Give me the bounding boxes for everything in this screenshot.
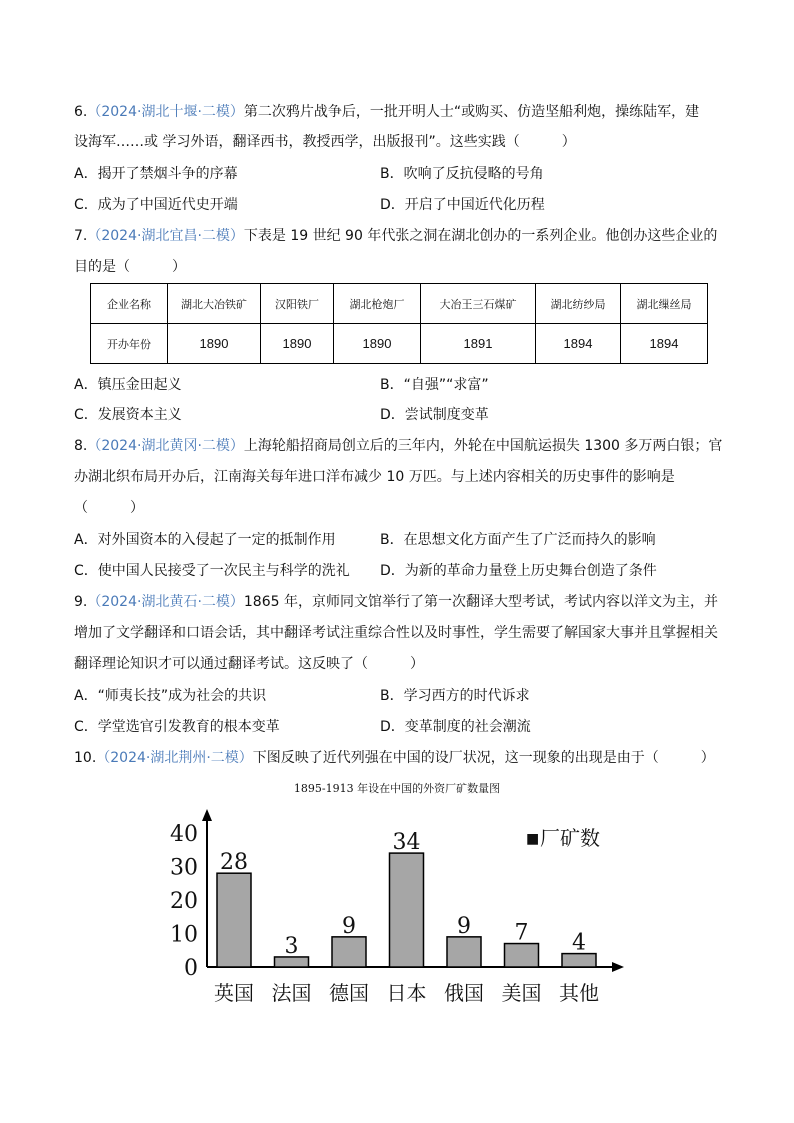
q8-line-2: 办湖北织布局开办后，江南海关每年进口洋布减少 10 万匹。与上述内容相关的历史事件的影响是 <box>74 469 675 485</box>
q7-number: 7. <box>74 228 88 244</box>
q6-option-a[interactable]: A．揭开了禁烟斗争的序幕 <box>74 166 238 182</box>
table-cell-company: 湖北枪炮厂 <box>334 284 421 324</box>
bar <box>447 937 481 967</box>
y-tick-label: 0 <box>184 956 198 981</box>
table-header-label: 企业名称 <box>91 284 168 324</box>
table-cell-year: 1890 <box>334 324 421 364</box>
table-row <box>91 284 708 324</box>
data-label: 4 <box>572 930 586 956</box>
q6-text-1: 第二次鸦片战争后，一批开明人士“或购买、仿造坚船利炮，操练陆军，建 <box>243 104 700 120</box>
q9-line-3: 翻译理论知识才可以通过翻译考试。这反映了（ ） <box>74 656 424 672</box>
x-tick-label: 英国 <box>214 981 254 1005</box>
y-axis-arrow <box>202 809 212 821</box>
y-tick-label: 20 <box>170 889 198 914</box>
data-label: 34 <box>392 830 421 856</box>
table-cell-company: 湖北大冶铁矿 <box>168 284 261 324</box>
q7-option-a[interactable]: A．镇压金田起义 <box>74 377 182 393</box>
x-tick-label: 法国 <box>271 981 312 1005</box>
data-label: 9 <box>457 913 471 939</box>
y-tick-label: 40 <box>170 822 198 847</box>
table-cell-year: 1894 <box>621 324 708 364</box>
chart-layer <box>170 809 624 1005</box>
q10-number: 10. <box>74 750 97 766</box>
q7-line-1 <box>74 226 717 246</box>
q8-line-1 <box>74 436 722 456</box>
table-cell-company: 汉阳铁厂 <box>261 284 334 324</box>
table-cell-year: 1891 <box>421 324 536 364</box>
q7-line-2: 目的是（ ） <box>74 259 186 275</box>
y-tick-label: 10 <box>170 922 198 948</box>
table-cell-company: 湖北纺纱局 <box>536 284 621 324</box>
q9-line-2: 增加了文学翻译和口语会话，其中翻译考试注重综合性以及时事性，学生需要了解国家大事并且掌握相关 <box>74 625 718 641</box>
x-tick-label: 德国 <box>329 981 369 1005</box>
data-label: 7 <box>514 920 529 946</box>
q8-option-d[interactable]: D．为新的革命力量登上历史舞台创造了条件 <box>380 563 657 579</box>
x-tick-label: 其他 <box>559 981 599 1005</box>
data-label: 3 <box>284 933 299 959</box>
q9-line-1 <box>74 592 718 612</box>
q6-line-1 <box>74 102 699 122</box>
q7-source: （2024·湖北宜昌·二模） <box>87 228 244 244</box>
bar <box>562 954 596 967</box>
data-label: 9 <box>342 913 356 939</box>
q6-line-2: 设海军……或 学习外语，翻译西书，教授西学，出版报刊”。这些实践（ ） <box>74 134 576 150</box>
q10-line-1 <box>74 748 715 768</box>
x-axis-arrow <box>612 962 624 972</box>
data-label: 28 <box>220 850 248 876</box>
table-cell-year: 1890 <box>168 324 261 364</box>
q9-option-a[interactable]: A．“师夷长技”成为社会的共识 <box>74 688 267 704</box>
x-tick-label: 日本 <box>386 981 427 1005</box>
q7-option-c[interactable]: C．发展资本主义 <box>74 407 182 423</box>
q9-text-1: 1865 年，京师同文馆举行了第一次翻译大型考试，考试内容以洋文为主，并 <box>243 594 718 610</box>
chart-title: 1895-1913 年设在中国的外资厂矿数量图 <box>293 782 501 795</box>
q7-option-b[interactable]: B．“自强”“求富” <box>380 377 489 393</box>
q9-option-d[interactable]: D．变革制度的社会潮流 <box>380 719 531 735</box>
bar <box>505 944 539 967</box>
table-cell-year: 1894 <box>536 324 621 364</box>
q8-text-1: 上海轮船招商局创立后的三年内，外轮在中国航运损失 1300 多万两白银；官 <box>243 438 723 454</box>
q6-source: （2024·湖北十堰·二模） <box>87 104 244 120</box>
q6-number: 6. <box>74 104 88 120</box>
q8-source: （2024·湖北黄冈·二模） <box>87 438 244 454</box>
q6-option-d[interactable]: D．开启了中国近代化历程 <box>380 197 545 213</box>
bar-chart <box>160 805 640 1015</box>
q9-option-b[interactable]: B．学习西方的时代诉求 <box>380 688 530 704</box>
q6-option-c[interactable]: C．成为了中国近代史开端 <box>74 197 238 213</box>
table-year-label: 开办年份 <box>91 324 168 364</box>
enterprise-table <box>90 283 708 364</box>
table-row <box>91 324 708 364</box>
bar <box>217 873 251 967</box>
x-tick-label: 美国 <box>501 981 542 1005</box>
q8-number: 8. <box>74 438 88 454</box>
table-cell-company: 湖北缫丝局 <box>621 284 708 324</box>
q7-text-1: 下表是 19 世纪 90 年代张之洞在湖北创办的一系列企业。他创办这些企业的 <box>243 228 718 244</box>
q6-option-b[interactable]: B．吹响了反抗侵略的号角 <box>380 166 544 182</box>
table-cell-year: 1890 <box>261 324 334 364</box>
q8-line-3: （ ） <box>74 500 144 516</box>
y-tick-label: 30 <box>170 855 198 881</box>
q8-option-b[interactable]: B．在思想文化方面产生了广泛而持久的影响 <box>380 532 656 548</box>
bar <box>390 853 424 967</box>
q9-source: （2024·湖北黄石·二模） <box>87 594 244 610</box>
table-cell-company: 大冶王三石煤矿 <box>421 284 536 324</box>
legend-marker: ■ <box>526 831 540 847</box>
q10-source: （2024·湖北荆州·二模） <box>96 750 253 766</box>
q8-option-c[interactable]: C．使中国人民接受了一次民主与科学的洗礼 <box>74 563 350 579</box>
q7-option-d[interactable]: D．尝试制度变革 <box>380 407 489 423</box>
legend-label: 厂矿数 <box>540 826 600 850</box>
q8-option-a[interactable]: A．对外国资本的入侵起了一定的抵制作用 <box>74 532 336 548</box>
x-tick-label: 俄国 <box>444 981 484 1005</box>
q9-number: 9. <box>74 594 88 610</box>
q9-option-c[interactable]: C．学堂选官引发教育的根本变革 <box>74 719 280 735</box>
q10-text-1: 下图反映了近代列强在中国的设厂状况，这一现象的出现是由于（ ） <box>252 750 715 766</box>
bar <box>332 937 366 967</box>
